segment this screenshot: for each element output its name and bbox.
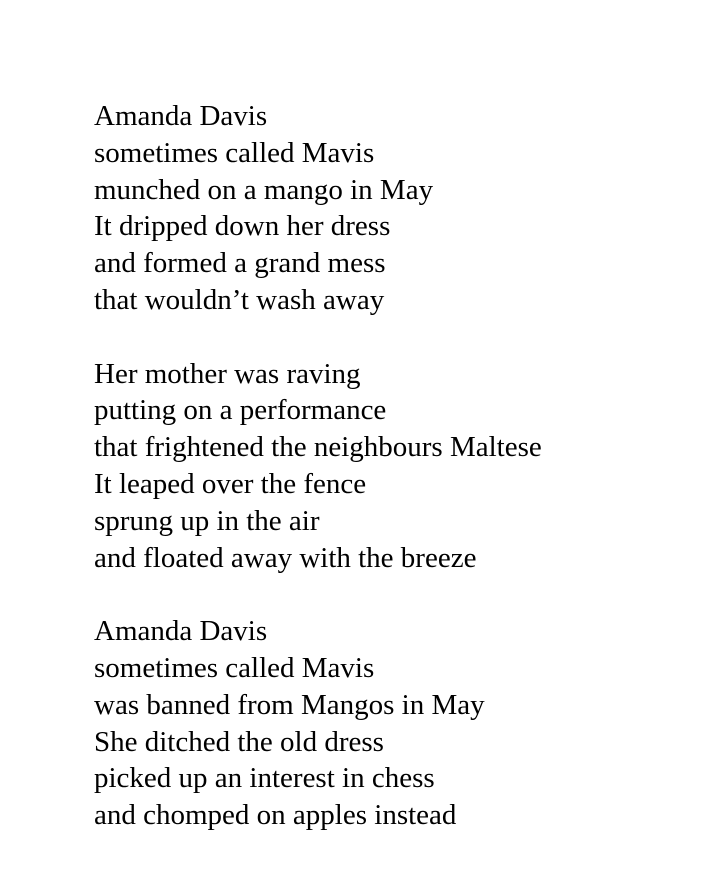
poem-line: and chomped on apples instead [94,799,457,832]
poem-line: sometimes called Mavis [94,136,375,169]
stanza-3 [94,613,674,834]
poem-line: Amanda Davis [94,615,268,648]
stanza-1 [94,98,674,319]
poem [94,98,674,834]
poem-line: sometimes called Mavis [94,651,375,684]
poem-line: and formed a grand mess [94,247,386,280]
poem-line: putting on a performance [94,394,387,427]
poem-line: and floated away with the breeze [94,541,477,574]
poem-line: that frightened the neighbours Maltese [94,431,542,464]
poem-line: Her mother was raving [94,357,361,390]
poem-line: Amanda Davis [94,100,268,132]
poem-line: She ditched the old dress [94,725,384,758]
poem-line: that wouldn’t wash away [94,283,385,316]
poem-line: picked up an interest in chess [94,762,435,795]
poem-line: It leaped over the fence [94,467,367,500]
poem-line: was banned from Mangos in May [94,688,485,721]
stanza-2 [94,356,674,577]
poem-line: It dripped down her dress [94,210,391,243]
poem-line: sprung up in the air [94,504,320,537]
poem-line: munched on a mango in May [94,173,434,206]
